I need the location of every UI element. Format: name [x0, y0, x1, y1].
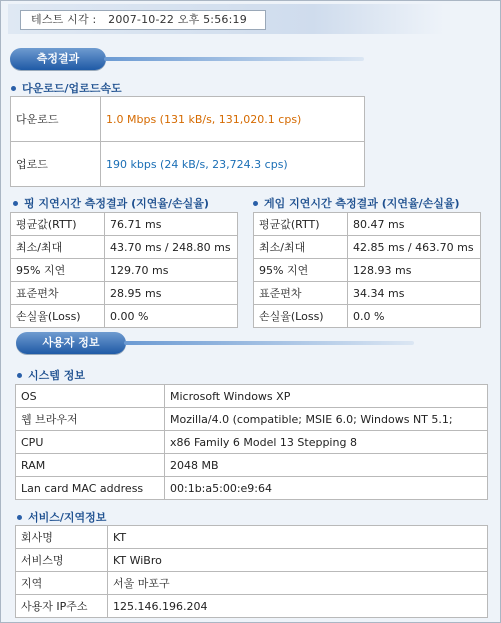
ping-value: 129.70 ms — [105, 259, 238, 282]
table-row — [16, 549, 488, 572]
table-row — [11, 282, 238, 305]
system-value: 2048 MB — [165, 454, 488, 477]
table-row — [11, 305, 238, 328]
table-row — [16, 454, 488, 477]
table-row — [254, 259, 481, 282]
bullet-icon — [17, 373, 22, 378]
system-value: 00:1b:a5:00:e9:64 — [165, 477, 488, 500]
service-table — [15, 525, 488, 618]
table-row — [11, 142, 365, 187]
user-section-title: 사용자 정보 — [16, 332, 126, 354]
ping-label: 95% 지연 — [11, 259, 105, 282]
bullet-icon — [11, 86, 16, 91]
system-heading-text: 시스템 정보 — [28, 369, 85, 382]
table-row — [254, 236, 481, 259]
service-label: 서비스명 — [16, 549, 108, 572]
bullet-icon — [17, 515, 22, 520]
table-row — [11, 213, 238, 236]
test-time-box — [20, 10, 266, 30]
game-heading — [253, 195, 460, 211]
upload-label: 업로드 — [11, 142, 101, 187]
table-row — [11, 259, 238, 282]
table-row — [11, 97, 365, 142]
download-label: 다운로드 — [11, 97, 101, 142]
system-label: Lan card MAC address — [16, 477, 165, 500]
ping-label: 최소/최대 — [11, 236, 105, 259]
service-heading — [17, 509, 106, 525]
ping-label: 표준편차 — [11, 282, 105, 305]
service-label: 회사명 — [16, 526, 108, 549]
speed-table — [10, 96, 365, 187]
game-value: 80.47 ms — [348, 213, 481, 236]
download-value: 1.0 Mbps (131 kB/s, 131,020.1 cps) — [101, 97, 365, 142]
measure-section-title: 측정결과 — [10, 48, 106, 70]
game-label: 표준편차 — [254, 282, 348, 305]
speed-heading — [11, 80, 122, 96]
table-row — [16, 595, 488, 618]
test-time-label: 테스트 시각 : — [31, 13, 97, 26]
service-heading-text: 서비스/지역정보 — [28, 511, 107, 524]
bullet-icon — [253, 201, 258, 206]
table-row — [254, 282, 481, 305]
upload-value: 190 kbps (24 kB/s, 23,724.3 cps) — [101, 142, 365, 187]
ping-label: 평균값(RTT) — [11, 213, 105, 236]
system-value: x86 Family 6 Model 13 Stepping 8 — [165, 431, 488, 454]
table-row — [254, 213, 481, 236]
game-value: 42.85 ms / 463.70 ms — [348, 236, 481, 259]
bullet-icon — [13, 201, 18, 206]
game-value: 0.0 % — [348, 305, 481, 328]
system-table — [15, 384, 488, 500]
table-row — [11, 236, 238, 259]
game-label: 손실율(Loss) — [254, 305, 348, 328]
game-heading-text: 게임 지연시간 측정결과 (지연율/손실율) — [264, 197, 460, 210]
table-row — [16, 526, 488, 549]
test-time-value: 2007-10-22 오후 5:56:19 — [108, 13, 247, 26]
ping-table — [10, 212, 238, 328]
table-row — [16, 385, 488, 408]
system-heading — [17, 367, 85, 383]
system-label: OS — [16, 385, 165, 408]
table-row — [16, 431, 488, 454]
system-label: 웹 브라우저 — [16, 408, 165, 431]
table-row — [16, 408, 488, 431]
speed-heading-text: 다운로드/업로드속도 — [22, 82, 122, 95]
service-value: 서울 마포구 — [108, 572, 488, 595]
game-value: 128.93 ms — [348, 259, 481, 282]
ping-value: 0.00 % — [105, 305, 238, 328]
ping-value: 43.70 ms / 248.80 ms — [105, 236, 238, 259]
game-label: 95% 지연 — [254, 259, 348, 282]
service-value: KT — [108, 526, 488, 549]
ping-heading-text: 핑 지연시간 측정결과 (지연율/손실율) — [24, 197, 209, 210]
game-label: 평균값(RTT) — [254, 213, 348, 236]
measure-section-divider — [104, 57, 364, 61]
game-value: 34.34 ms — [348, 282, 481, 305]
system-label: CPU — [16, 431, 165, 454]
system-value: Microsoft Windows XP — [165, 385, 488, 408]
game-label: 최소/최대 — [254, 236, 348, 259]
system-value: Mozilla/4.0 (compatible; MSIE 6.0; Windows NT 5.1; — [165, 408, 488, 431]
ping-label: 손실율(Loss) — [11, 305, 105, 328]
ping-heading — [13, 195, 209, 211]
service-value: KT WiBro — [108, 549, 488, 572]
ping-value: 28.95 ms — [105, 282, 238, 305]
table-row — [16, 477, 488, 500]
user-section-divider — [124, 341, 414, 345]
system-label: RAM — [16, 454, 165, 477]
table-row — [16, 572, 488, 595]
table-row — [254, 305, 481, 328]
game-table — [253, 212, 481, 328]
ping-value: 76.71 ms — [105, 213, 238, 236]
service-value: 125.146.196.204 — [108, 595, 488, 618]
service-label: 사용자 IP주소 — [16, 595, 108, 618]
service-label: 지역 — [16, 572, 108, 595]
